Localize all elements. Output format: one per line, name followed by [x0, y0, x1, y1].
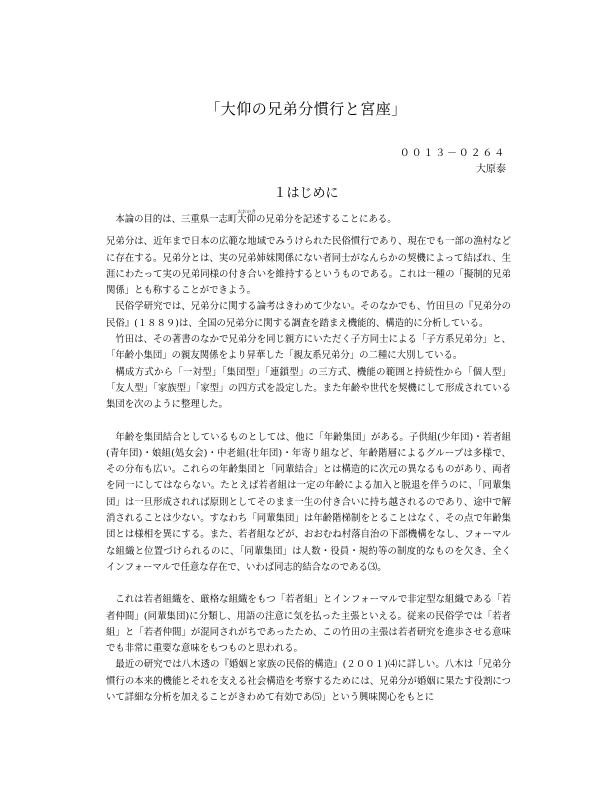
section-heading: １はじめに — [273, 186, 339, 201]
paragraph-yagi: 最近の研究では八木透の『婚姻と家族の民俗的構造』(２００１)⑷に詳しい。八木は「兄弟分慣行の本来的機能とそれを支える社会構造を考察するためには、兄弟分が婚姻に果たす役割について詳細な分析を加えることがきわめて有効であ⑸」という興味関心をもとに — [106, 659, 511, 704]
paragraph-takeda-types: 竹田は、その著書のなかで兄弟分を同じ親方にいただく子方同士による「子方系兄弟分」と、「年齢小集団」の親友関係をより昇華した「親友系兄弟分」の二種に大別している。 — [106, 334, 511, 362]
paragraph-gap — [106, 414, 511, 430]
document-title: 「大仰の兄弟分慣行と宮座」 — [205, 100, 407, 118]
paragraph-definition: 兄弟分は、近年まで日本の広範な地域でみうけられた民俗慣行であり、現在でも一部の漁村などに存在する。兄弟分とは、実の兄弟姉妹関係にない者同士がなんらかの契機によって結ばれ、生涯にわたって実の兄弟同様の付き合いを維持するというものである。これは一種の「擬制的兄弟関係」とも称することができよう。 — [106, 236, 511, 297]
paragraph-youth-groups: これは若者組織を、厳格な組織をもつ「若者組」とインフォーマルで非定型な組織である「若者仲間」(同輩集団)に分類し、用語の注意に気を払った主張といえる。従来の民俗学では「若者組」と「若者仲間」が混同されがちであったため、この竹田の主張は若者研究を進歩させる意味でも非常に重要な意味をもつものと思われる。 — [106, 594, 511, 655]
body-text — [106, 210, 511, 706]
ruby-reading: おおのき — [237, 210, 257, 215]
author-name: 大原泰 — [476, 164, 506, 175]
paragraph-quote-age-groups: 年齢を集団結合としているものとしては、他に「年齢集団」がある。子供組(少年団)・若者組(青年団)・娘組(処女会)・中老組(壮年団)・年寄り組など、年齢階層によるグループは多様で、その分布も広い。これらの年齢集団と「同輩結合」とは構造的に次元の異なるものがあり、両者を同一にしてはならない。たとえば若者組は一定の年齢による加入と脱退を伴うのに、「同輩集団」は一旦形成されれば原則としてそのまま一生の付き合いに持ち越されるのであり、途中で解消されることは少ない。すなわち「同輩集団」は年齢階梯制をとることはなく、その点で年齢集団とは様相を異にする。また、若者組などが、おおむね村落自治の下部機構をなし、フォーマルな組織と位置づけられるのに、「同輩集団」は人数・役員・規約等の制度的なものを欠き、全くインフォーマルで任意な存在で、いわば同志的結合なのである⑶。 — [106, 431, 511, 573]
place-name-ruby: 大仰おおのき — [237, 210, 257, 225]
paragraph-gap — [106, 576, 511, 592]
document-id: ００１３－０２６４ — [399, 148, 506, 159]
paragraph-research: 民俗学研究では、兄弟分に関する論考はきわめて少ない。そのなかでも、竹田旦の『兄弟分の民俗』(１８８９)は、全国の兄弟分に関する調査を踏まえ機能的、構造的に分析している。 — [106, 301, 511, 329]
paragraph-structure: 構成方式から「一対型」「集団型」「連鎖型」の三方式、機能の範囲と持続性から「個人型」「友人型」「家族型」「家型」の四方式を設定した。また年齢や世代を契機にして形成されている集団を次のように整理した。 — [106, 366, 511, 411]
paragraph-purpose: 本論の目的は、三重県一志町大仰おおのきの兄弟分を記述することにある。 — [115, 210, 397, 225]
